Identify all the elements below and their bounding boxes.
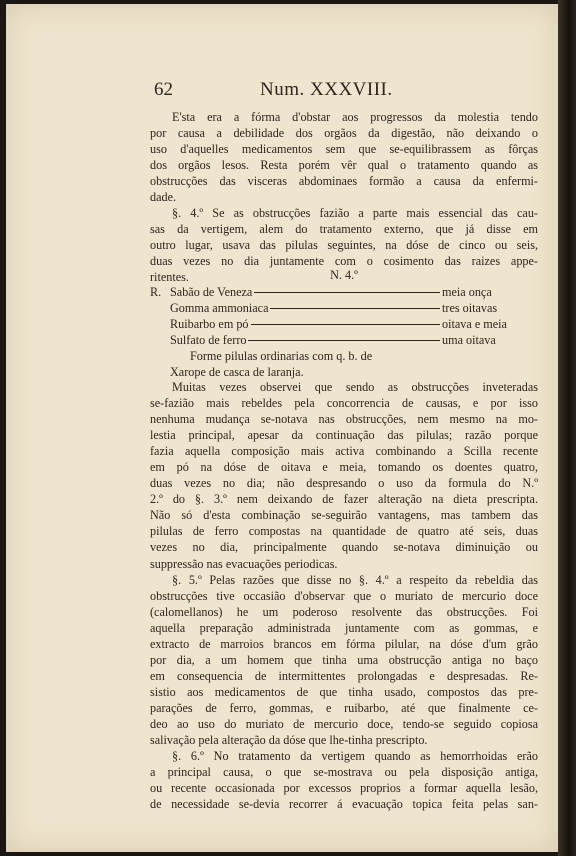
recipe-row bbox=[150, 316, 538, 332]
text-line: duas vezes no dia juntamente com o cosimento das raizes appe- bbox=[150, 254, 538, 269]
running-header bbox=[150, 79, 538, 104]
text-line: salivação pela alteração da dóse que lhe-tinha prescripto. bbox=[150, 733, 428, 748]
text-line: (calomellanos) he um poderoso resolvente das obstrucções. Foi bbox=[150, 605, 538, 620]
paragraph-1 bbox=[150, 109, 538, 205]
text-line: a principal causa, o que se-mostrava ou pela disposição antiga, bbox=[150, 765, 538, 780]
ingredient-quantity: uma oitava bbox=[442, 333, 496, 347]
paragraph-4 bbox=[150, 572, 538, 749]
text-line: obstrucções tive occasião d'observar que o muriato de mercurio doce bbox=[150, 589, 538, 604]
text-line: extracto de marroios brancos em fórma pilular, na dóse d'um grão bbox=[150, 637, 538, 652]
ingredient-quantity: meia onça bbox=[442, 285, 492, 299]
text-line: por dia, a um homem que tinha uma obstrucção antiga no baço bbox=[150, 653, 538, 668]
text-line: suppressão nas evacuações periodicas. bbox=[150, 556, 338, 571]
text-line: §. 6.º No tratamento da vertigem quando as hemorrhoidas erão bbox=[172, 749, 538, 763]
book-page bbox=[6, 4, 558, 852]
text-line: Não só d'esta combinação se-seguirão vantagens, mas tambem das bbox=[150, 508, 538, 523]
recipe-symbol: R. bbox=[150, 285, 162, 299]
text-line: deo ao uso do muriato de mercurio doce, tendo-se seguido copiosa bbox=[150, 717, 538, 732]
paragraph-5 bbox=[150, 748, 538, 812]
ingredient-name: Sabão de Veneza bbox=[170, 285, 253, 299]
ingredient-quantity: oitava e meia bbox=[442, 317, 507, 331]
text-line: em pó na dóse de oitava e meia, tomando os doentes quatro, bbox=[150, 460, 538, 475]
text-line: 2.º do §. 3.º nem deixando de fazer alteração na dieta prescripta. bbox=[150, 492, 538, 507]
text-line: aquella preparação administrada juntamente com as gommas, e bbox=[150, 621, 538, 636]
text-line: §. 5.º Pelas razões que disse no §. 4.º a respeito da rebeldia das bbox=[172, 573, 538, 587]
book-spine bbox=[558, 0, 576, 856]
text-line: em consequencia de intermittentes prolongadas e despresadas. Re- bbox=[150, 669, 538, 684]
ingredient-name: Gomma ammoniaca bbox=[170, 301, 269, 315]
text-line: parações de ferro, gommas, e ruibarbo, até que finalmente ce- bbox=[150, 701, 538, 716]
header-title: Num. XXXVIII. bbox=[260, 79, 393, 100]
text-line: sistio aos medicamentos de que tinha usado, compostos das pre- bbox=[150, 685, 538, 700]
text-line: sas da vertigem, alem do tratamento externo, que já disse em bbox=[150, 222, 538, 237]
paragraph-3 bbox=[150, 379, 538, 572]
text-line: por causa a debilidade dos orgãos da digestão, não deixando o bbox=[150, 126, 538, 141]
recipe-instruction: Xarope de casca de laranja. bbox=[170, 365, 304, 379]
text-line: lestia principal, apesar da continuação das pilulas; razão porque bbox=[150, 428, 538, 443]
text-line: uso d'aquelles medicamentos sem que se-equilibrassem as fôrças bbox=[150, 142, 538, 157]
ingredient-name: Ruibarbo em pó bbox=[170, 317, 249, 331]
text-line: obstrucções das visceras abdominaes formão a causa da enfermi- bbox=[150, 174, 538, 189]
text-line: outro lugar, usava das pilulas seguintes, na dóse de cinco ou seis, bbox=[150, 238, 538, 253]
text-line: vezes no dia, principalmente quando se-notava diminuição ou bbox=[150, 540, 538, 555]
page-number: 62 bbox=[154, 79, 173, 100]
text-line: nenhuma mudança se-notava nas obstrucções, nem mesmo na mo- bbox=[150, 412, 538, 427]
recipe-row bbox=[150, 284, 538, 300]
text-line: dos orgãos lesos. Resta porém vêr qual o tratamento quando as bbox=[150, 158, 538, 173]
ingredient-name: Sulfato de ferro bbox=[170, 333, 247, 347]
text-line: de necessidade se-devia recorrer á evacuação topica feita pelas san- bbox=[150, 797, 538, 812]
recipe-row bbox=[150, 332, 538, 348]
text-line: §. 4.º Se as obstrucções fazião a parte mais essencial das cau- bbox=[172, 206, 538, 220]
text-line: ritentes. bbox=[150, 270, 189, 285]
text-line: se-fazião mais rebeldes pela concorrencia de causas, e por isso bbox=[150, 396, 538, 411]
recipe-title: N. 4.º bbox=[330, 268, 358, 282]
text-line: pilulas de ferro compostas na quantidade de quatro até seis, duas bbox=[150, 524, 538, 539]
text-line: dade. bbox=[150, 190, 177, 205]
ingredient-quantity: tres oitavas bbox=[442, 301, 498, 315]
text-line: fazia aquella composição mais activa combinando a Scilla recente bbox=[150, 444, 538, 459]
text-line: E'sta era a fórma d'obstar aos progressos da molestia tendo bbox=[172, 110, 538, 124]
text-line: Muitas vezes observei que sendo as obstrucções inveteradas bbox=[172, 380, 538, 394]
text-line: duas vezes no dia; não despresando o uso da formula do N.º bbox=[150, 476, 538, 491]
recipe-row bbox=[150, 300, 538, 316]
text-line: ou recente occasionada por excessos proprios a formar aquella lesão, bbox=[150, 781, 538, 796]
recipe-instruction: Forme pilulas ordinarias com q. b. de bbox=[190, 349, 373, 363]
